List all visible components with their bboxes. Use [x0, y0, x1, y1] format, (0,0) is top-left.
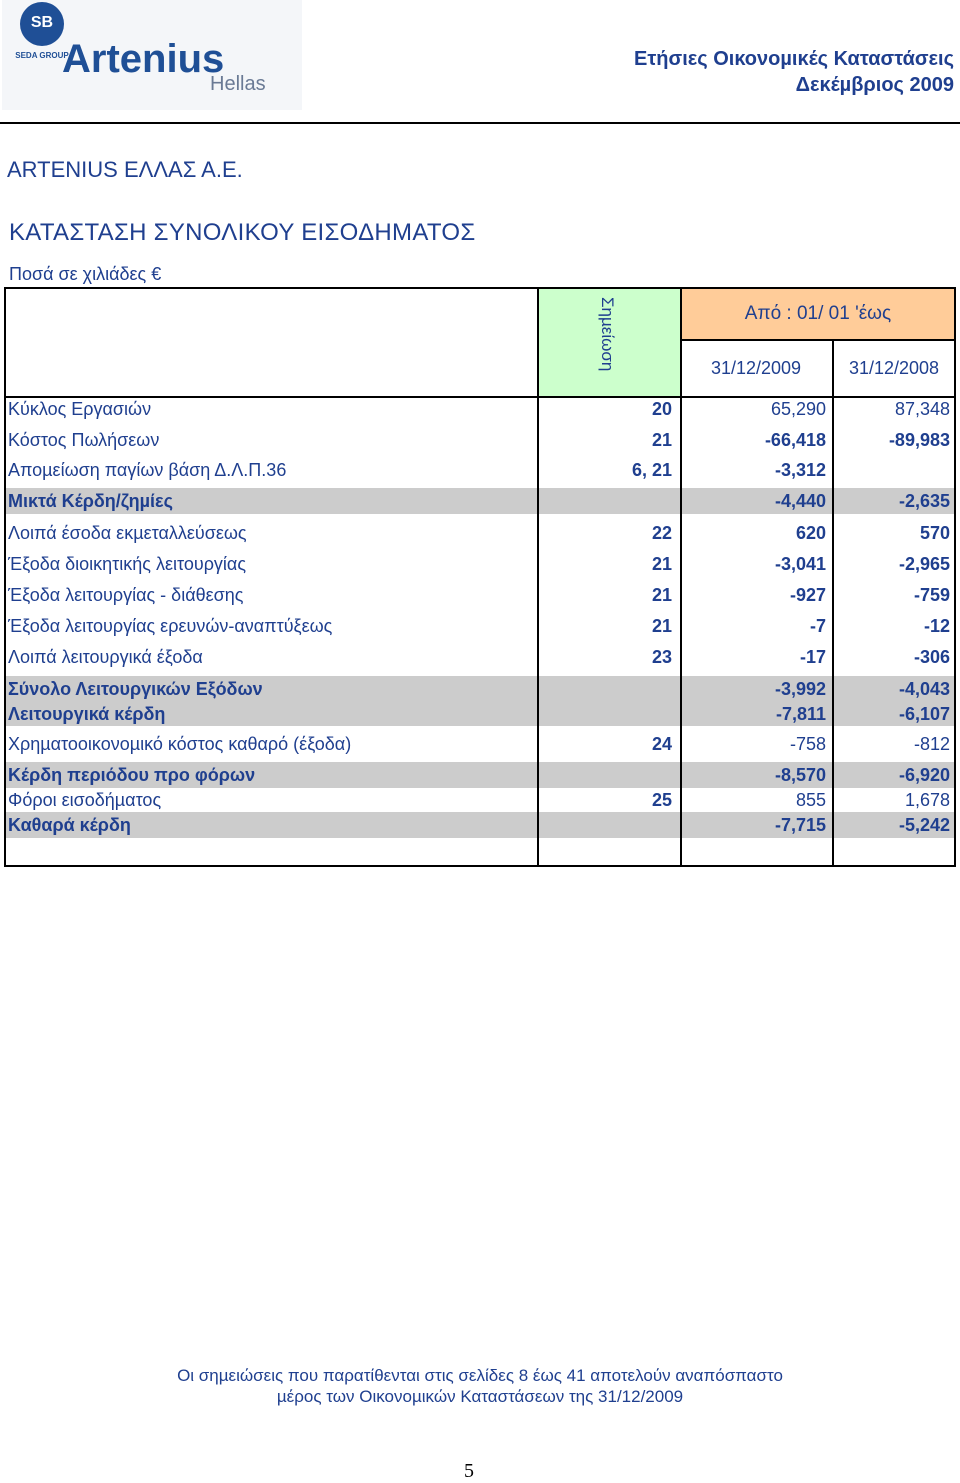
header-row-divider — [4, 396, 956, 398]
document-period: Δεκέµβριος 2009 — [795, 74, 954, 96]
row-value-2009: 855 — [795, 790, 826, 810]
row-value-2009: 620 — [795, 523, 826, 543]
row-value-2008: 87,348 — [894, 399, 950, 419]
row-note: 20 — [651, 399, 672, 419]
header-divider — [0, 122, 960, 124]
row-value-2009: -3,312 — [774, 460, 826, 480]
svg-text:Artenius: Artenius — [62, 37, 225, 81]
column-divider — [680, 287, 682, 867]
row-label: Χρηµατοοικονοµικό κόστος καθαρό (έξοδα) — [8, 734, 352, 754]
row-value-2009: -66,418 — [764, 430, 826, 450]
row-note: 22 — [651, 523, 672, 543]
row-label: Καθαρά κέρδη — [8, 815, 131, 835]
row-value-2008: -2,965 — [898, 554, 950, 574]
artenius-logo — [2, 0, 302, 110]
amounts-note: Ποσά σε χιλιάδες € — [9, 264, 162, 284]
row-value-2009: -7,811 — [775, 704, 826, 724]
row-note: 21 — [651, 616, 672, 636]
row-value-2009: -7 — [809, 616, 826, 636]
row-value-2008: -6,920 — [898, 765, 950, 785]
row-value-2009: -927 — [789, 585, 826, 605]
row-value-2008: -2,635 — [898, 491, 950, 511]
period-header-label: Από : 01/ 01 'έως — [744, 303, 892, 324]
row-value-2008: -12 — [923, 616, 950, 636]
row-value-2008: -4,043 — [898, 679, 950, 699]
notes-header-label: Σηµείωση — [598, 297, 617, 372]
row-label: Λειτουργικά κέρδη — [8, 704, 166, 724]
row-value-2008: 570 — [919, 523, 950, 543]
row-value-2008: -306 — [913, 647, 950, 667]
row-label: Σύνολο Λειτουργικών Εξόδων — [8, 679, 263, 699]
page-number: 5 — [464, 1460, 474, 1482]
column-header-2009: 31/12/2009 — [710, 358, 802, 378]
row-note: 21 — [651, 585, 672, 605]
row-note: 23 — [651, 647, 672, 667]
svg-text:Hellas: Hellas — [210, 73, 266, 95]
statement-title: ΚΑΤΑΣΤΑΣΗ ΣΥΝΟΛΙΚΟΥ ΕΙΣΟΔΗΜΑΤΟΣ — [9, 219, 476, 246]
row-label: Κόστος Πωλήσεων — [8, 430, 160, 450]
row-label: Αποµείωση παγίων βάση Δ.Λ.Π.36 — [8, 460, 287, 480]
row-note: 6, 21 — [631, 460, 672, 480]
row-note: 25 — [651, 790, 672, 810]
row-value-2009: -17 — [799, 647, 826, 667]
table-frame — [4, 287, 956, 867]
row-value-2008: -5,242 — [898, 815, 950, 835]
document-title: Ετήσιες Οικονοµικές Καταστάσεις — [634, 48, 954, 70]
row-value-2009: -7,715 — [774, 815, 826, 835]
column-divider — [832, 341, 834, 867]
row-value-2009: -3,992 — [774, 679, 826, 699]
row-label: Έξοδα λειτουργίας ερευνών-αναπτύξεως — [8, 616, 333, 636]
row-label: Λοιπά έσοδα εκµεταλλεύσεως — [8, 523, 247, 543]
column-header-2008: 31/12/2008 — [848, 358, 940, 378]
row-note: 21 — [651, 430, 672, 450]
row-note: 24 — [651, 734, 672, 754]
row-label: Λοιπά λειτουργικά έξοδα — [8, 647, 203, 667]
row-value-2008: 1,678 — [904, 790, 950, 810]
row-value-2009: -758 — [789, 734, 826, 754]
row-note: 21 — [651, 554, 672, 574]
row-label: Έξοδα λειτουργίας - διάθεσης — [8, 585, 244, 605]
row-label: Κέρδη περιόδου προ φόρων — [8, 765, 256, 785]
svg-text:SEDA GROUP: SEDA GROUP — [15, 51, 69, 60]
row-value-2008: -89,983 — [888, 430, 950, 450]
row-value-2008: -759 — [913, 585, 950, 605]
row-value-2009: 65,290 — [770, 399, 826, 419]
footer-note-line2: µέρος των Οικονοµικών Καταστάσεων της 31/12/2009 — [276, 1387, 684, 1406]
row-label: Κύκλος Εργασιών — [8, 399, 152, 419]
row-label: Έξοδα διοικητικής λειτουργίας — [8, 554, 247, 574]
row-value-2009: -3,041 — [774, 554, 826, 574]
row-value-2009: -8,570 — [774, 765, 826, 785]
row-value-2008: -6,107 — [898, 704, 950, 724]
svg-text:SB: SB — [30, 14, 54, 31]
row-value-2008: -812 — [913, 734, 950, 754]
row-value-2009: -4,440 — [774, 491, 826, 511]
row-label: Μικτά Κέρδη/ζηµίες — [8, 491, 173, 511]
row-label: Φόροι εισοδήµατος — [8, 790, 162, 810]
footer-note-line1: Οι σηµειώσεις που παρατίθενται στις σελίδες 8 έως 41 αποτελούν αναπόσπαστο — [177, 1366, 783, 1385]
column-divider — [537, 287, 539, 867]
company-name: ARTENIUS ΕΛΛΑΣ Α.Ε. — [7, 157, 243, 182]
